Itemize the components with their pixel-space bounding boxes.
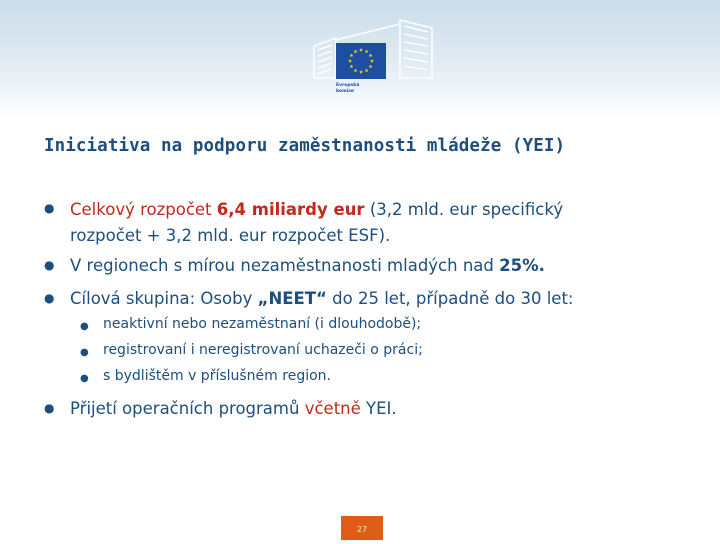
- logo-label-line2: komise: [336, 89, 354, 94]
- programmes-text: Přijetí operačních programů: [70, 399, 305, 418]
- eu-flag-icon: [336, 43, 386, 79]
- sub-bullet-dot: ●: [80, 373, 89, 384]
- sub-bullet-residence: s bydlištěm v příslušném region.: [103, 368, 331, 384]
- logo-label-line1: Evropská: [336, 83, 360, 88]
- sub-bullet-inactive: neaktivní nebo nezaměstnaní (i dlouhodobě);: [103, 316, 422, 332]
- bullet-dot: ●: [44, 291, 55, 305]
- target-group-age: do 25 let, případně do 30 let:: [326, 289, 574, 308]
- bullet-budget-line2: rozpočet + 3,2 mld. eur rozpočet ESF).: [70, 226, 391, 245]
- bullet-target-group: [70, 286, 573, 311]
- bullet-dot: ●: [44, 401, 55, 415]
- regions-text: V regionech s mírou nezaměstnanosti mladých nad: [70, 256, 500, 275]
- bullet-regions: [70, 253, 545, 278]
- bullet-dot: ●: [44, 201, 55, 215]
- slide-title: Iniciativa na podporu zaměstnanosti mládeže (YEI): [44, 136, 566, 156]
- target-group-text: Cílová skupina: Osoby: [70, 289, 258, 308]
- page-number-box: [341, 516, 383, 540]
- bullet-programmes: [70, 396, 397, 421]
- budget-label: Celkový rozpočet: [70, 200, 217, 219]
- budget-amount: 6,4 miliardy eur: [216, 200, 365, 219]
- budget-detail: (3,2 mld. eur specifický: [364, 200, 564, 219]
- bullet-budget: [70, 197, 563, 222]
- sub-bullet-dot: ●: [80, 347, 89, 358]
- programmes-yei: YEI.: [360, 399, 397, 418]
- programmes-including: včetně: [304, 399, 361, 418]
- bullet-dot: ●: [44, 258, 55, 272]
- target-group-neet: „NEET“: [257, 289, 327, 308]
- sub-bullet-registered: registrovaní i neregistrovaní uchazeči o práci;: [103, 342, 423, 358]
- european-commission-logo: [336, 43, 386, 101]
- sub-bullet-dot: ●: [80, 321, 89, 332]
- regions-threshold: 25%.: [499, 256, 545, 275]
- page-number: 27: [356, 525, 368, 534]
